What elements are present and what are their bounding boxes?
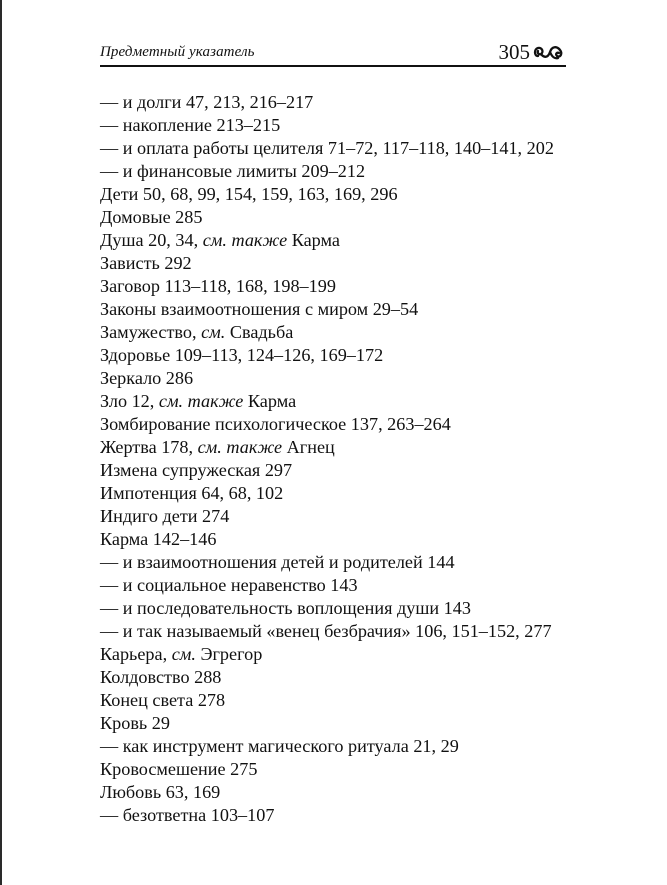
cross-reference-target: Агнец	[282, 437, 335, 457]
index-entry: Зомбирование психологическое 137, 263–264	[100, 414, 451, 434]
index-entry: Конец света 278	[100, 690, 226, 710]
entry-term: Замужество,	[100, 322, 202, 342]
page-number: 305	[498, 40, 530, 64]
running-head	[100, 38, 566, 66]
index-entry: Домовые 285	[100, 207, 203, 227]
cross-reference-target: Эгрегор	[195, 644, 263, 664]
index-entry	[100, 390, 590, 413]
cross-reference-marker: см. также	[158, 391, 244, 411]
index-entry: — и социальное неравенство 143	[100, 575, 358, 595]
index-entry: Импотенция 64, 68, 102	[100, 483, 284, 503]
index-entry: Колдовство 288	[100, 667, 222, 687]
index-entry: — и последовательность воплощения души 143	[100, 598, 471, 618]
index-entry: — безответна 103–107	[100, 805, 275, 825]
index-entry: Карма 142–146	[100, 529, 217, 549]
index-entry: Кровосмешение 275	[100, 759, 258, 779]
cross-reference-marker: см. также	[197, 437, 283, 457]
index-entry	[100, 321, 590, 344]
cross-reference-marker: см. также	[202, 230, 288, 250]
cross-reference-target: Карма	[287, 230, 340, 250]
entry-term: Жертва 178,	[100, 437, 198, 457]
index-entry: Законы взаимоотношения с миром 29–54	[100, 299, 419, 319]
index-entry: Зависть 292	[100, 253, 192, 273]
entry-term: Карьера,	[100, 644, 172, 664]
entry-term: Зло 12,	[100, 391, 159, 411]
ornament-swirl-icon	[533, 43, 566, 61]
header-rule	[100, 65, 566, 67]
index-entry: — и финансовые лимиты 209–212	[100, 161, 366, 181]
index-entry	[100, 643, 590, 666]
running-title: Предметный указатель	[100, 44, 255, 60]
index-entry: — накопление 213–215	[100, 115, 281, 135]
cross-reference-target: Карма	[243, 391, 297, 411]
index-entry: — и оплата работы целителя 71–72, 117–118, 140–141, 202	[100, 138, 554, 158]
index-entry: — и взаимоотношения детей и родителей 144	[100, 552, 455, 572]
index-entry: Дети 50, 68, 99, 154, 159, 163, 169, 296	[100, 184, 398, 204]
index-entry: — как инструмент магического ритуала 21, 29	[100, 736, 459, 756]
index-entry	[100, 229, 590, 252]
index-entry: Измена супружеская 297	[100, 460, 293, 480]
index-entry: — и так называемый «венец безбрачия» 106, 151–152, 277	[100, 621, 552, 641]
index-entry: Здоровье 109–113, 124–126, 169–172	[100, 345, 384, 365]
index-entry: Заговор 113–118, 168, 198–199	[100, 276, 336, 296]
index-list	[100, 91, 590, 827]
index-entry: — и долги 47, 213, 216–217	[100, 92, 314, 112]
index-entry: Кровь 29	[100, 713, 170, 733]
index-entry: Зеркало 286	[100, 368, 194, 388]
index-entry	[100, 436, 590, 459]
page-edge	[0, 0, 2, 885]
cross-reference-target: Свадьба	[225, 322, 294, 342]
entry-term: Душа 20, 34,	[100, 230, 203, 250]
cross-reference-marker: см.	[201, 322, 226, 342]
index-entry: Любовь 63, 169	[100, 782, 221, 802]
cross-reference-marker: см.	[171, 644, 196, 664]
index-entry: Индиго дети 274	[100, 506, 230, 526]
